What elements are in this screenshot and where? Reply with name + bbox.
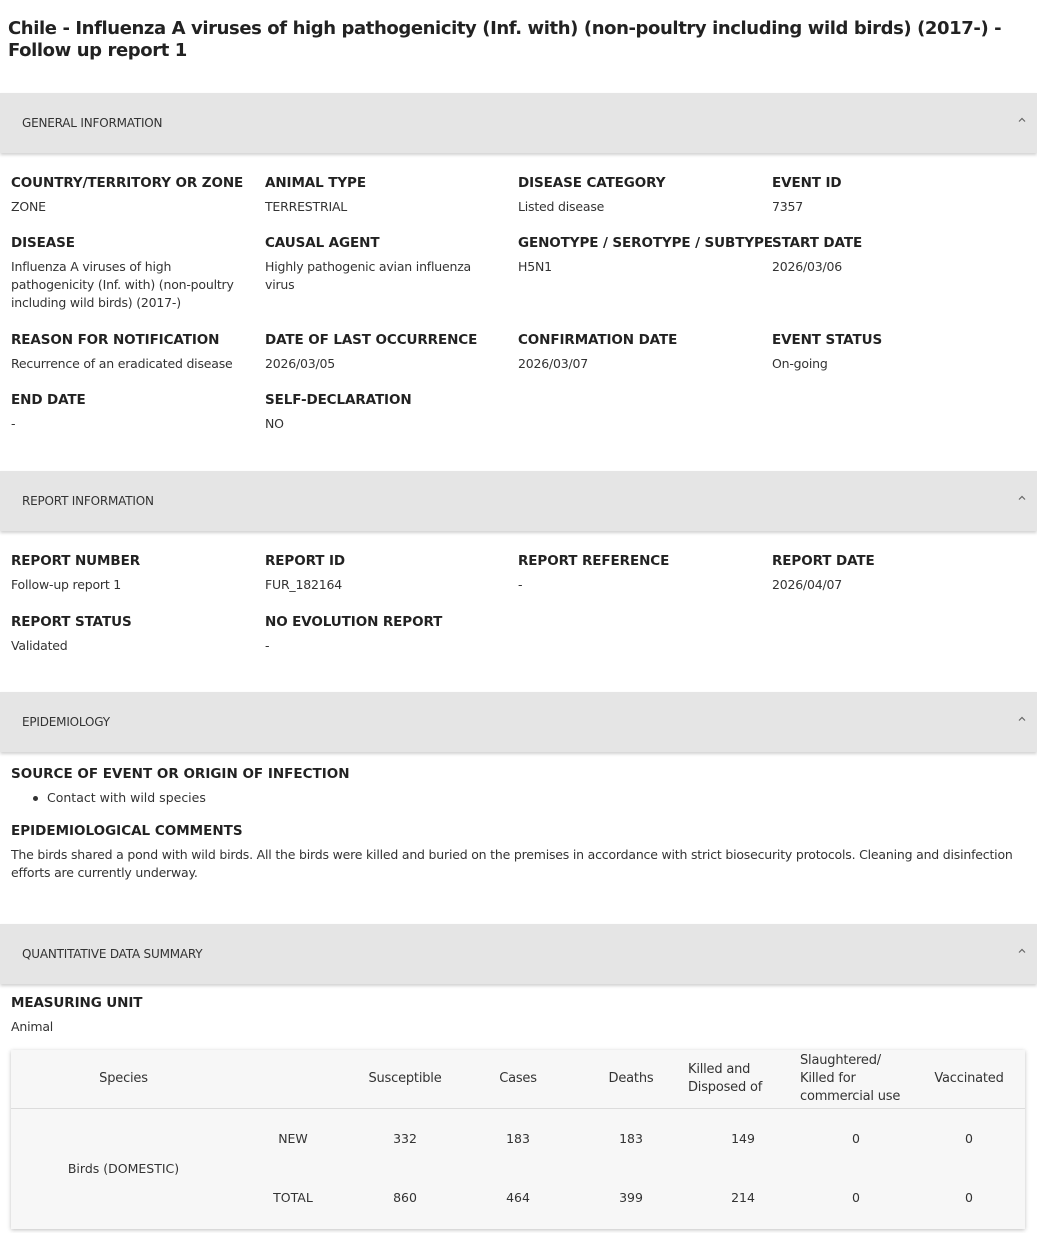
field-value: Listed disease [518, 199, 605, 214]
section-title: REPORT INFORMATION [22, 494, 154, 508]
row-type-cell: NEW [278, 1131, 308, 1146]
section-header-report-information[interactable] [0, 471, 1037, 531]
chevron-up-icon[interactable] [1017, 946, 1027, 956]
page-title: Chile - Influenza A viruses of high pathogenicity (Inf. with) (non-poultry including wild birds) (2017-) - Follow up report 1 [8, 18, 1002, 61]
field-label: REPORT DATE [772, 553, 875, 569]
field-label: EVENT STATUS [772, 332, 883, 348]
field-causal-agent [265, 234, 497, 294]
table-header [11, 1050, 1025, 1109]
field-label: NO EVOLUTION REPORT [265, 614, 443, 630]
field-label: START DATE [772, 235, 863, 251]
killed-cell: 214 [731, 1190, 755, 1205]
field-value: - [11, 416, 16, 431]
field-no-evolution-report [265, 613, 510, 655]
field-confirmation-date [518, 331, 763, 373]
column-header-deaths: Deaths [608, 1071, 654, 1086]
field-label: DATE OF LAST OCCURRENCE [265, 332, 478, 348]
field-event-status [772, 331, 1017, 373]
field-label: SELF-DECLARATION [265, 392, 412, 408]
field-event-id [772, 174, 1017, 216]
column-header-killed-and-disposed: Killed and Disposed of [688, 1062, 763, 1095]
column-header-cases: Cases [499, 1071, 537, 1086]
field-animal-type [265, 174, 510, 216]
field-disease [11, 234, 253, 312]
chevron-up-icon[interactable] [1017, 714, 1027, 724]
field-label: GENOTYPE / SEROTYPE / SUBTYPE [518, 235, 773, 251]
cases-cell: 183 [506, 1131, 530, 1146]
field-value: 2026/03/07 [518, 356, 589, 371]
source-of-event-label: SOURCE OF EVENT OR ORIGIN OF INFECTION [11, 766, 350, 782]
section-title: QUANTITATIVE DATA SUMMARY [22, 947, 203, 961]
field-value: Validated [11, 638, 68, 653]
section-header-general-information[interactable] [0, 93, 1037, 153]
field-label: EVENT ID [772, 175, 842, 191]
epidemiological-comments-label: EPIDEMIOLOGICAL COMMENTS [11, 823, 243, 839]
field-value: 7357 [772, 199, 804, 214]
field-label: REPORT NUMBER [11, 553, 140, 569]
field-label: REPORT REFERENCE [518, 553, 670, 569]
field-label: ANIMAL TYPE [265, 175, 366, 191]
field-value: Animal [11, 1019, 54, 1034]
field-report-date [772, 552, 1017, 594]
deaths-cell: 399 [619, 1190, 643, 1205]
field-label: CAUSAL AGENT [265, 235, 380, 251]
field-label: REPORT ID [265, 553, 346, 569]
field-label: DISEASE [11, 235, 75, 251]
field-value: Follow-up report 1 [11, 577, 122, 592]
field-report-id [265, 552, 510, 594]
column-header-susceptible: Susceptible [368, 1071, 442, 1086]
column-header-species: Species [99, 1071, 148, 1086]
field-reason-for-notification [11, 331, 256, 373]
field-start-date [772, 234, 1017, 276]
field-value: TERRESTRIAL [265, 199, 348, 214]
column-header-vaccinated: Vaccinated [934, 1071, 1004, 1086]
list-item: Contact with wild species [32, 789, 206, 807]
section-title: GENERAL INFORMATION [22, 116, 163, 130]
field-end-date [11, 391, 256, 433]
field-value: ZONE [11, 199, 46, 214]
field-value: On-going [772, 356, 828, 371]
vaccinated-cell: 0 [965, 1131, 973, 1146]
slaughtered-cell: 0 [852, 1131, 860, 1146]
field-value: FUR_182164 [265, 577, 342, 592]
field-label: REPORT STATUS [11, 614, 132, 630]
field-value: Influenza A viruses of high pathogenicity (Inf. with) (non-poultry including wild birds) (2017-) [11, 259, 234, 310]
field-report-reference [518, 552, 763, 594]
field-value: Recurrence of an eradicated disease [11, 356, 233, 371]
table-body [11, 1109, 1025, 1229]
field-label: COUNTRY/TERRITORY OR ZONE [11, 175, 244, 191]
field-value: 2026/04/07 [772, 577, 843, 592]
section-header-epidemiology[interactable] [0, 692, 1037, 752]
row-type-cell: TOTAL [273, 1190, 313, 1205]
susceptible-cell: 860 [393, 1190, 417, 1205]
field-value: NO [265, 416, 284, 431]
field-label: END DATE [11, 392, 86, 408]
field-value: 2026/03/05 [265, 356, 336, 371]
section-header-quantitative-data-summary[interactable] [0, 924, 1037, 984]
chevron-up-icon[interactable] [1017, 493, 1027, 503]
killed-cell: 149 [731, 1131, 755, 1146]
field-label: MEASURING UNIT [11, 995, 143, 1011]
field-value: - [265, 638, 270, 653]
section-title: EPIDEMIOLOGY [22, 715, 110, 729]
field-report-status [11, 613, 256, 655]
cases-cell: 464 [506, 1190, 530, 1205]
susceptible-cell: 332 [393, 1131, 417, 1146]
field-self-declaration [265, 391, 510, 433]
field-date-of-last-occurrence [265, 331, 510, 373]
column-header-slaughtered: Slaughtered/ Killed for commercial use [800, 1053, 901, 1104]
vaccinated-cell: 0 [965, 1190, 973, 1205]
species-cell: Birds (DOMESTIC) [67, 1161, 180, 1176]
deaths-cell: 183 [619, 1131, 643, 1146]
field-value: Highly pathogenic avian influenza virus [265, 259, 472, 292]
epidemiological-comments-text: The birds shared a pond with wild birds. All the birds were killed and buried on the premises in accordance with strict biosecurity protocols. Cleaning and disinfection efforts are currently underway. [11, 847, 1013, 880]
field-label: DISEASE CATEGORY [518, 175, 666, 191]
field-value: H5N1 [518, 259, 552, 274]
field-label: REASON FOR NOTIFICATION [11, 332, 220, 348]
field-country-zone [11, 174, 256, 216]
field-disease-category [518, 174, 763, 216]
field-value: 2026/03/06 [772, 259, 843, 274]
field-genotype [518, 234, 773, 276]
field-label: CONFIRMATION DATE [518, 332, 678, 348]
slaughtered-cell: 0 [852, 1190, 860, 1205]
field-report-number [11, 552, 256, 594]
source-list [32, 789, 206, 807]
field-measuring-unit [11, 994, 256, 1036]
quantitative-data-table [11, 1050, 1025, 1229]
field-value: - [518, 577, 523, 592]
chevron-up-icon[interactable] [1017, 115, 1027, 125]
